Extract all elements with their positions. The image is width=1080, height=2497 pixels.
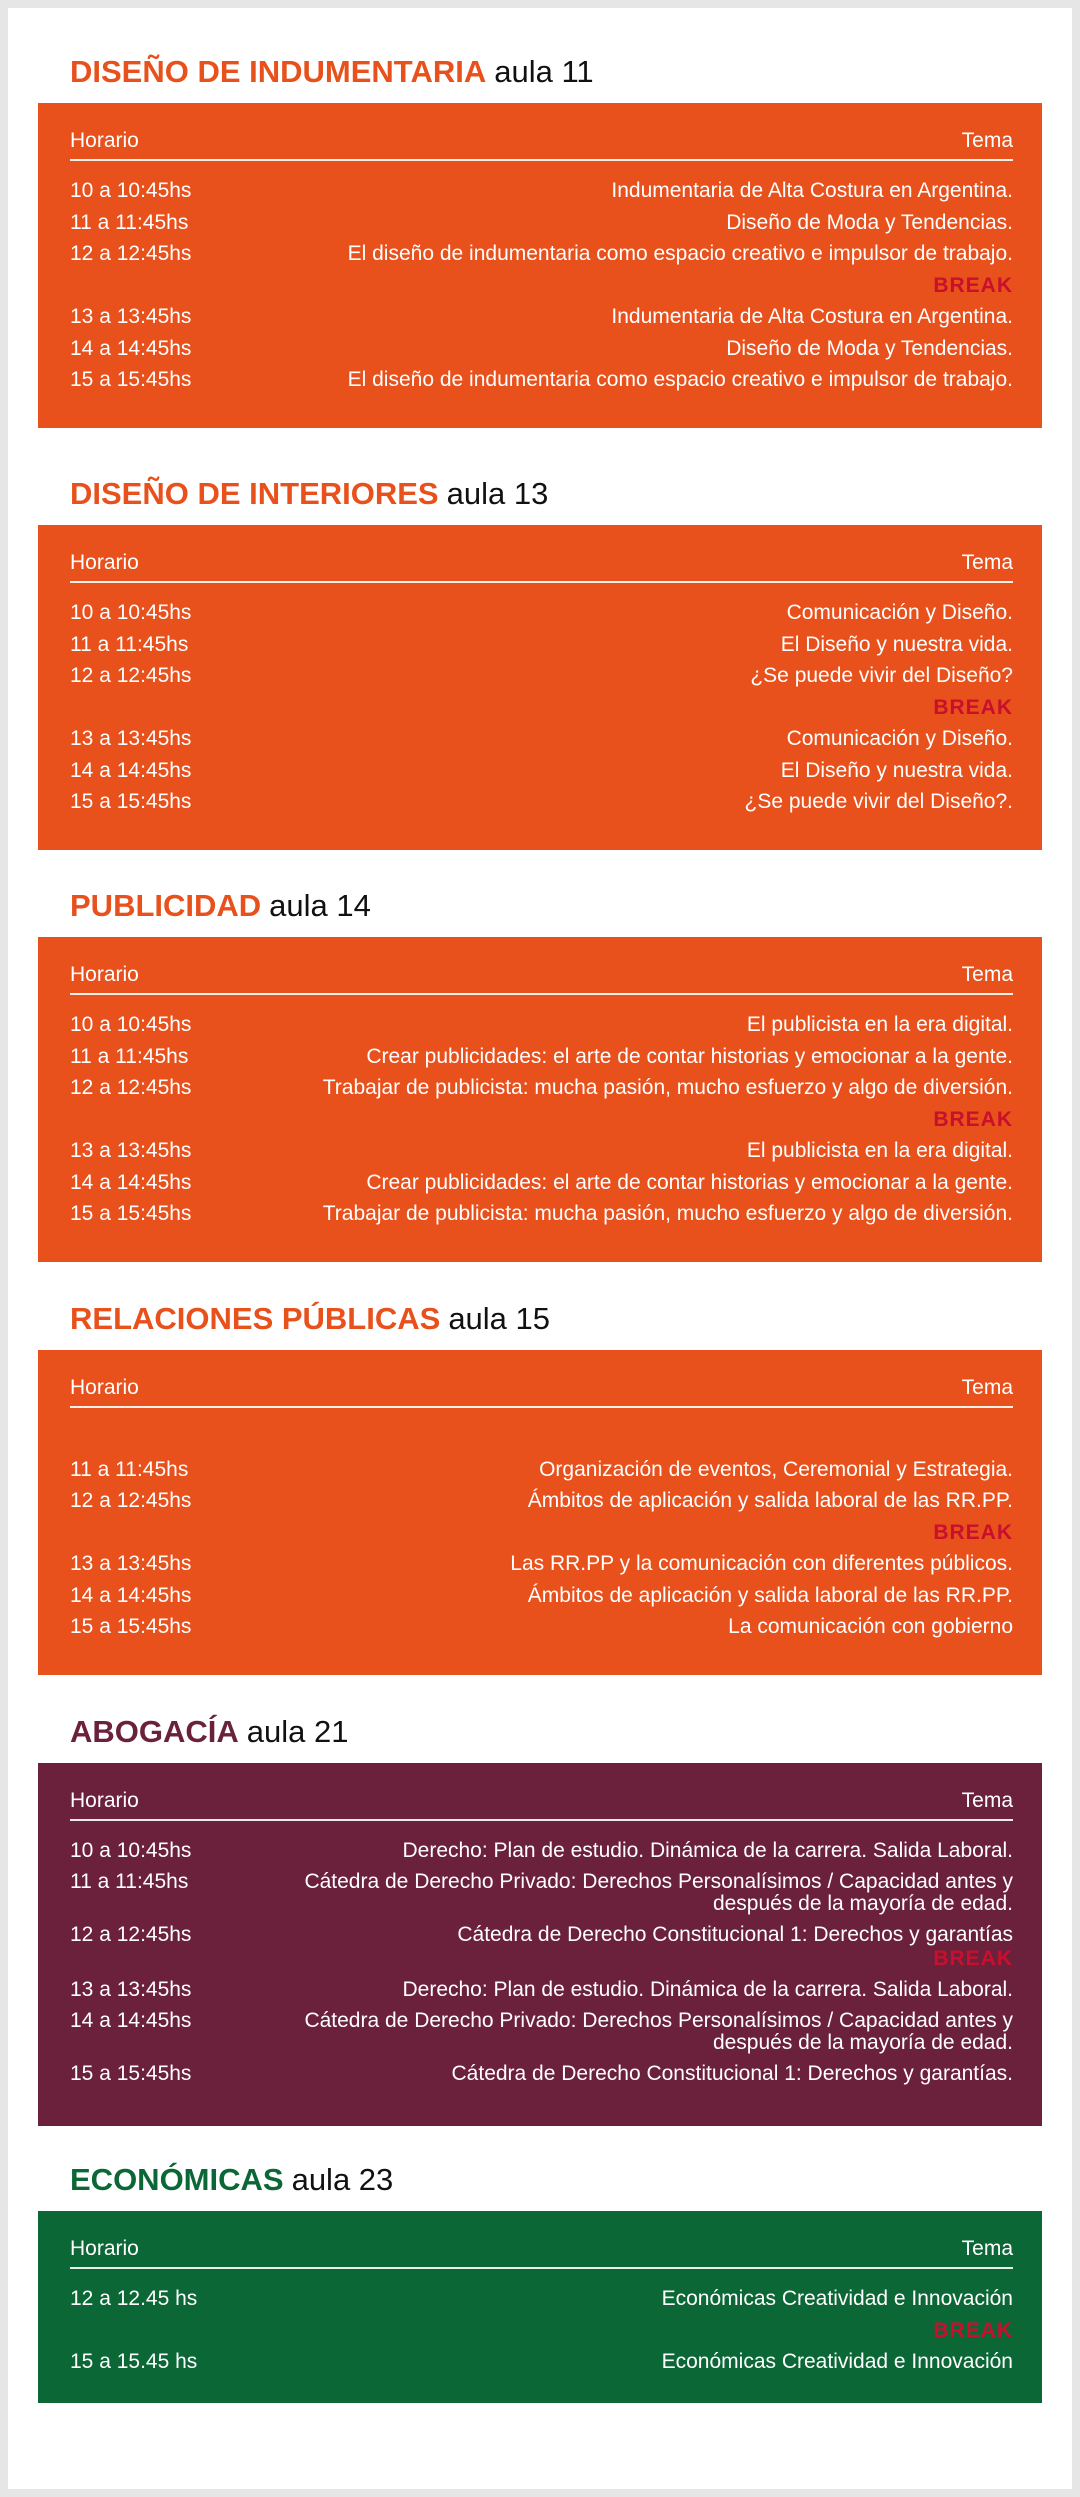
schedule-header: [70, 1763, 1013, 1821]
schedule-row: [70, 1584, 1013, 1607]
schedule-row: [70, 1978, 1013, 2001]
schedule-box: [38, 2211, 1042, 2403]
classroom: aula 15: [448, 1301, 551, 1336]
break-label: BREAK: [933, 695, 1013, 719]
header-time: Horario: [70, 1376, 139, 1399]
header-time: Horario: [70, 129, 139, 152]
career-name: DISEÑO DE INTERIORES: [70, 476, 439, 511]
row-time: [70, 1521, 230, 1544]
row-topic: Trabajar de publicista: mucha pasión, mucho esfuerzo y algo de diversión.: [322, 1076, 1013, 1099]
row-time: 14 a 14:45hs: [70, 1583, 192, 1607]
row-time: 11 a 11:45hs: [70, 632, 189, 656]
empty-row: [70, 1426, 1013, 1449]
schedule-header: [70, 1350, 1013, 1408]
row-time: 10 a 10:45hs: [70, 601, 192, 624]
section-disenio-indumentaria: [38, 41, 1042, 428]
row-time: 15 a 15.45 hs: [70, 2350, 198, 2373]
schedule-row: [70, 1202, 1013, 1225]
row-topic: El diseño de indumentaria como espacio creativo e impulsor de trabajo.: [347, 368, 1013, 391]
schedule-row: [70, 337, 1013, 360]
career-name: ABOGACÍA: [70, 1714, 239, 1749]
row-topic: Cátedra de Derecho Constitucional 1: Derechos y garantías: [457, 1923, 1013, 1946]
header-time: Horario: [70, 963, 139, 986]
section-disenio-interiores: [38, 463, 1042, 850]
row-topic: Diseño de Moda y Tendencias.: [726, 210, 1013, 234]
break-row: [70, 696, 1013, 719]
row-topic: Ámbitos de aplicación y salida laboral de las RR.PP.: [527, 1489, 1013, 1512]
schedule-header: [70, 525, 1013, 583]
header-topic: Tema: [961, 129, 1013, 152]
schedule-row: [70, 1489, 1013, 1512]
row-topic: El Diseño y nuestra vida.: [780, 632, 1013, 656]
schedule-row: [70, 1458, 1013, 1481]
row-time: 12 a 12:45hs: [70, 1076, 192, 1099]
row-topic: Las RR.PP y la comunicación con diferentes públicos.: [510, 1552, 1013, 1575]
row-time: 14 a 14:45hs: [70, 758, 192, 782]
row-topic: El Diseño y nuestra vida.: [780, 758, 1013, 782]
break-row: [70, 274, 1013, 297]
row-time: 15 a 15:45hs: [70, 368, 192, 391]
row-time: 10 a 10:45hs: [70, 179, 192, 202]
schedule-row: [70, 790, 1013, 813]
row-topic: Cátedra de Derecho Privado: Derechos Personalísimos / Capacidad antes y después de la mayoría de edad.: [304, 2008, 1013, 2054]
row-topic: Económicas Creatividad e Innovación: [661, 2350, 1013, 2373]
header-topic: Tema: [961, 551, 1013, 574]
row-topic: Económicas Creatividad e Innovación: [661, 2287, 1013, 2310]
classroom: aula 11: [494, 54, 594, 89]
row-time: 13 a 13:45hs: [70, 1552, 192, 1575]
row-time: 10 a 10:45hs: [70, 1013, 192, 1036]
header-topic: Tema: [961, 963, 1013, 986]
schedule-box: [38, 1763, 1042, 2126]
schedule-box: [38, 525, 1042, 850]
row-topic: ¿Se puede vivir del Diseño?.: [744, 790, 1013, 813]
classroom: aula 14: [269, 888, 371, 923]
row-time: 12 a 12:45hs: [70, 242, 192, 265]
row-topic: ¿Se puede vivir del Diseño?: [750, 664, 1013, 687]
row-topic: El publicista en la era digital.: [746, 1013, 1013, 1036]
career-name: ECONÓMICAS: [70, 2162, 284, 2197]
break-label: BREAK: [933, 1107, 1013, 1131]
schedule-header: [70, 937, 1013, 995]
row-time: [70, 2319, 230, 2342]
row-time: 15 a 15:45hs: [70, 790, 192, 813]
schedule-row: [70, 211, 1013, 234]
row-topic: Ámbitos de aplicación y salida laboral de las RR.PP.: [527, 1583, 1013, 1607]
header-topic: Tema: [961, 1376, 1013, 1399]
schedule-row: [70, 305, 1013, 328]
row-time: [70, 1947, 230, 1970]
schedule-box: [38, 1350, 1042, 1675]
section-title: [38, 1701, 1042, 1763]
section-title: [38, 463, 1042, 525]
break-row: [70, 1947, 1013, 1970]
row-topic: Comunicación y Diseño.: [786, 601, 1013, 624]
row-topic: Derecho: Plan de estudio. Dinámica de la carrera. Salida Laboral.: [402, 1839, 1013, 1862]
break-label: BREAK: [933, 273, 1013, 297]
break-row: [70, 1521, 1013, 1544]
row-topic: El diseño de indumentaria como espacio creativo e impulsor de trabajo.: [347, 242, 1013, 265]
career-name: PUBLICIDAD: [70, 888, 262, 923]
row-topic: Indumentaria de Alta Costura en Argentina.: [611, 179, 1013, 202]
schedule-row: [70, 601, 1013, 624]
schedule-row: [70, 1839, 1013, 1862]
row-time: 14 a 14:45hs: [70, 336, 192, 360]
row-time: 13 a 13:45hs: [70, 1978, 192, 2001]
row-time: 13 a 13:45hs: [70, 727, 192, 750]
classroom: aula 23: [291, 2162, 394, 2197]
header-time: Horario: [70, 2237, 139, 2260]
schedule-row: [70, 2287, 1013, 2310]
section-title: [38, 875, 1042, 937]
break-label: BREAK: [933, 1946, 1013, 1970]
row-time: 10 a 10:45hs: [70, 1839, 192, 1862]
row-topic: Crear publicidades: el arte de contar historias y emocionar a la gente.: [366, 1170, 1013, 1194]
schedule-row: [70, 1013, 1013, 1036]
schedule-row: [70, 1552, 1013, 1575]
schedule-row: [70, 2010, 1013, 2054]
break-row: [70, 2319, 1013, 2342]
schedule-row: [70, 1871, 1013, 1915]
row-time: 14 a 14:45hs: [70, 2008, 192, 2032]
schedule-row: [70, 664, 1013, 687]
schedule-row: [70, 633, 1013, 656]
classroom: aula 21: [246, 1714, 349, 1749]
row-time: 12 a 12:45hs: [70, 1489, 192, 1512]
row-topic: Cátedra de Derecho Privado: Derechos Personalísimos / Capacidad antes y después de la mayoría de edad.: [304, 1869, 1013, 1915]
schedule-row: [70, 2062, 1013, 2085]
row-topic: Derecho: Plan de estudio. Dinámica de la carrera. Salida Laboral.: [402, 1978, 1013, 2001]
row-time: 13 a 13:45hs: [70, 305, 192, 328]
section-title: [38, 1288, 1042, 1350]
schedule-row: [70, 1139, 1013, 1162]
row-topic: Indumentaria de Alta Costura en Argentina.: [611, 305, 1013, 328]
section-relaciones-publicas: [38, 1288, 1042, 1675]
row-time: 15 a 15:45hs: [70, 2062, 192, 2085]
row-time: 12 a 12:45hs: [70, 664, 192, 687]
row-time: 15 a 15:45hs: [70, 1202, 192, 1225]
schedule-row: [70, 1615, 1013, 1638]
schedule-row: [70, 1171, 1013, 1194]
header-time: Horario: [70, 1789, 139, 1812]
schedule-row: [70, 179, 1013, 202]
row-time: 11 a 11:45hs: [70, 210, 189, 234]
schedule-row: [70, 727, 1013, 750]
row-time: [70, 696, 230, 719]
classroom: aula 13: [446, 476, 549, 511]
career-name: RELACIONES PÚBLICAS: [70, 1301, 441, 1336]
schedule-row: [70, 368, 1013, 391]
schedule-box: [38, 937, 1042, 1262]
schedule-header: [70, 103, 1013, 161]
row-time: [70, 274, 230, 297]
row-topic: Cátedra de Derecho Constitucional 1: Derechos y garantías.: [451, 2062, 1013, 2085]
row-topic: Crear publicidades: el arte de contar historias y emocionar a la gente.: [366, 1044, 1013, 1068]
schedule-box: [38, 103, 1042, 428]
schedule-header: [70, 2211, 1013, 2269]
row-topic: Trabajar de publicista: mucha pasión, mucho esfuerzo y algo de diversión.: [322, 1202, 1013, 1225]
schedule-row: [70, 2350, 1013, 2373]
schedule-row: [70, 1923, 1013, 1946]
schedule-page: [8, 8, 1072, 2489]
schedule-row: [70, 1076, 1013, 1099]
section-title: [38, 2149, 1042, 2211]
row-time: 13 a 13:45hs: [70, 1139, 192, 1162]
section-publicidad: [38, 875, 1042, 1262]
row-time: 15 a 15:45hs: [70, 1615, 192, 1638]
row-time: 12 a 12:45hs: [70, 1923, 192, 1946]
row-time: 11 a 11:45hs: [70, 1457, 189, 1481]
row-topic: Comunicación y Diseño.: [786, 727, 1013, 750]
row-time: 12 a 12.45 hs: [70, 2287, 198, 2310]
section-title: [38, 41, 1042, 103]
schedule-row: [70, 242, 1013, 265]
career-name: DISEÑO DE INDUMENTARIA: [70, 54, 487, 89]
section-economicas: [38, 2149, 1042, 2403]
row-time: 11 a 11:45hs: [70, 1869, 189, 1893]
row-time: [70, 1108, 230, 1131]
row-time: 14 a 14:45hs: [70, 1170, 192, 1194]
row-time: 11 a 11:45hs: [70, 1044, 189, 1068]
header-time: Horario: [70, 551, 139, 574]
schedule-row: [70, 759, 1013, 782]
break-label: BREAK: [933, 1520, 1013, 1544]
header-topic: Tema: [961, 1789, 1013, 1812]
break-row: [70, 1108, 1013, 1131]
section-abogacia: [38, 1701, 1042, 2126]
break-label: BREAK: [933, 2318, 1013, 2342]
row-topic: Diseño de Moda y Tendencias.: [726, 336, 1013, 360]
row-topic: Organización de eventos, Ceremonial y Estrategia.: [539, 1457, 1013, 1481]
row-topic: El publicista en la era digital.: [746, 1139, 1013, 1162]
header-topic: Tema: [961, 2237, 1013, 2260]
row-topic: La comunicación con gobierno: [728, 1615, 1013, 1638]
schedule-row: [70, 1045, 1013, 1068]
